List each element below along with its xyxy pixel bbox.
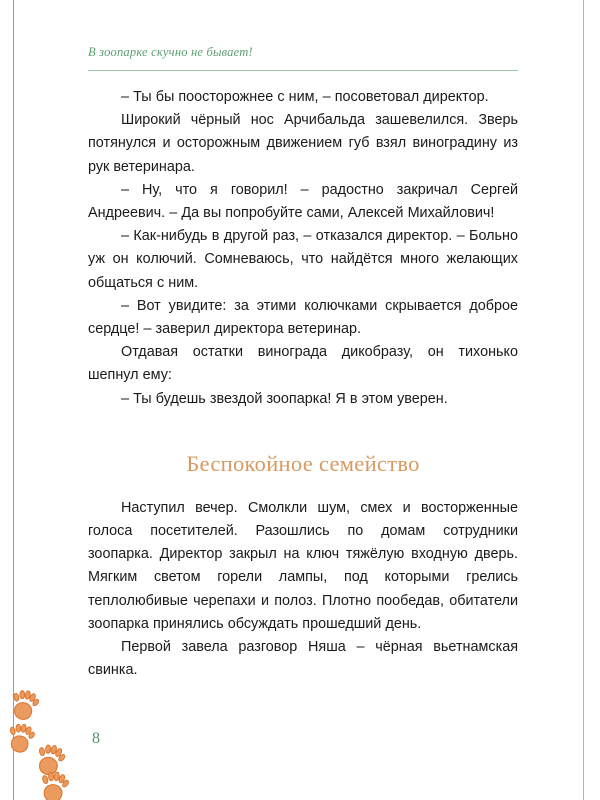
paragraph: Первой завела разговор Няша – чёрная вьетнамская свинка. <box>88 639 518 679</box>
text-column <box>88 86 518 682</box>
paragraph: – Ну, что я говорил! – радостно закричал Сергей Андреевич. – Да вы попробуйте сами, Алексей Михайлович! <box>88 181 518 222</box>
paragraph: Широкий чёрный нос Арчибальда зашевелился. Зверь потянулся и осторожным движением губ взял виноградину из рук ветеринара. <box>88 112 518 175</box>
chapter-title: Беспокойное семейство <box>186 450 420 476</box>
page-edge-left-rule <box>13 0 14 800</box>
paw-print-icon <box>5 721 37 754</box>
paw-print-icon <box>33 741 69 778</box>
page-edge-right-rule <box>583 0 584 800</box>
paragraph: Отдавая остатки винограда дикобразу, он тихонько шепнул ему: <box>88 344 518 384</box>
page-number: 8 <box>92 730 100 747</box>
paragraph: – Ты будешь звездой зоопарка! Я в этом уверен. <box>121 390 448 407</box>
paragraph: Наступил вечер. Смолкли шум, смех и восторженные голоса посетителей. Разошлись по домам сотрудники зоопарка. Директор закрыл на ключ тяжёлую входную дверь. Мягким светом горели лампы, под которыми грелись теплолюбивые черепахи и полоз. Плотно пообедав, обитатели зоопарка принялись обсуждать прошедший день. <box>88 499 518 632</box>
paragraph: – Ты бы поосторожнее с ним, – посоветовал директор. <box>121 89 489 105</box>
paragraph: – Как-нибудь в другой раз, – отказался директор. – Больно уж он колючий. Сомневаюсь, что найдётся много желающих общаться с ним. <box>88 228 518 291</box>
chapter-spacer-bottom <box>88 479 518 497</box>
chapter-spacer-top <box>88 411 518 449</box>
running-head-rule <box>88 70 518 71</box>
paragraph: – Вот увидите: за этими колючками скрывается доброе сердце! – заверил директора ветеринар. <box>88 297 518 338</box>
paw-print-icon <box>38 770 71 800</box>
running-head: В зоопарке скучно не бывает! <box>88 45 253 59</box>
